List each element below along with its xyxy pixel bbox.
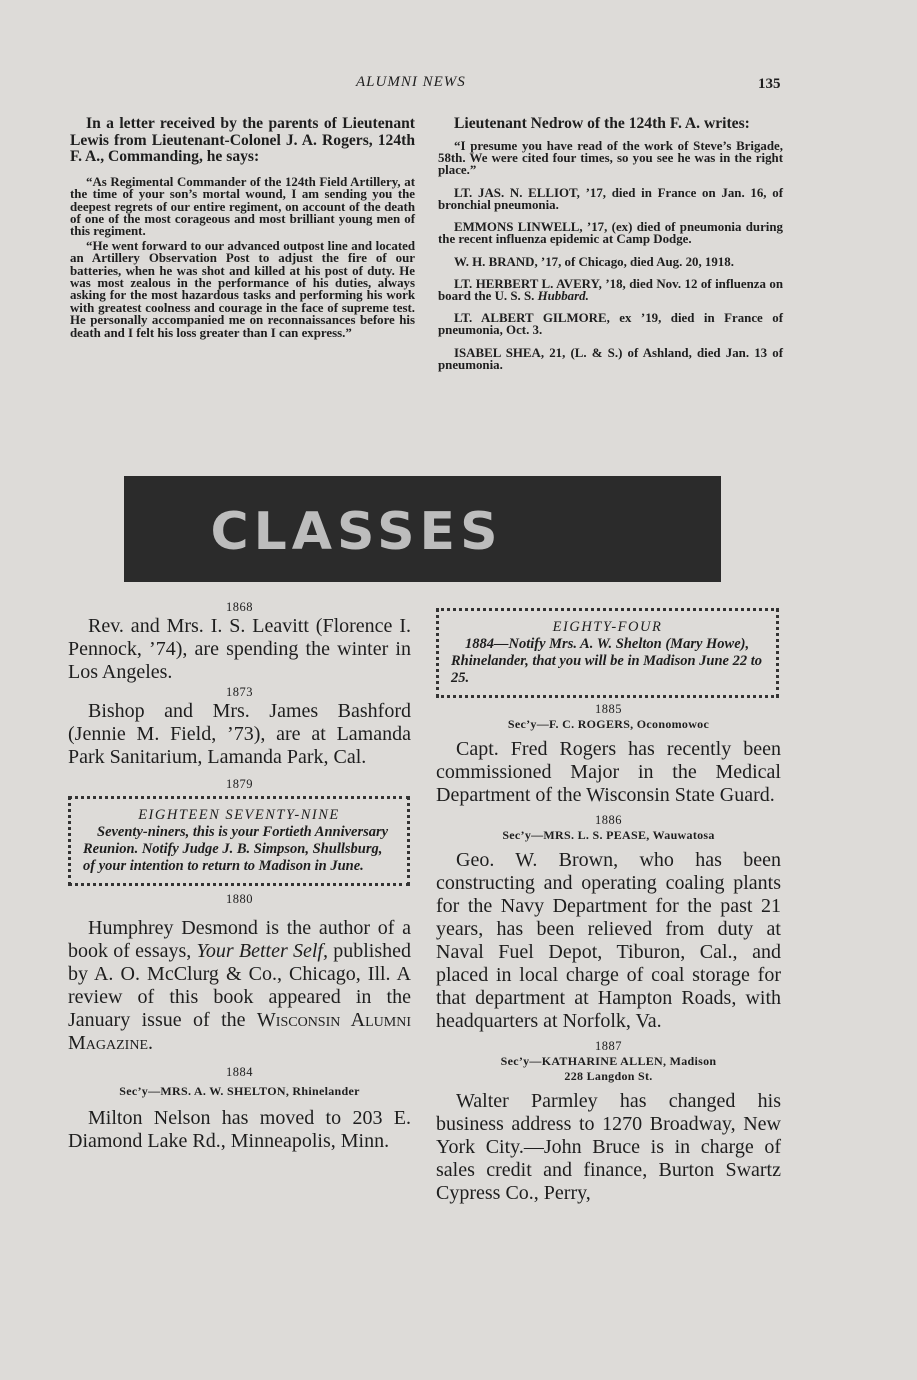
year-1884: 1884 [226,1065,253,1079]
page-number: 135 [758,76,781,92]
left-top-column [70,116,415,339]
year-1880: 1880 [226,892,253,906]
left-classes-column [68,600,411,1153]
ship-name: Hubbard. [537,289,589,304]
reunion-box-1879-title: EIGHTEEN SEVENTY-NINE [138,807,340,823]
running-head: ALUMNI NEWS [356,74,466,90]
note-1873: Bishop and Mrs. James Bashford (Jennie M. Field, ’73), are at Lamanda Park Sanitarium, Lamanda Park, Cal. [68,700,411,768]
nedrow-quote: “I presume you have read of the work of Steve’s Brigade, 58th. We were cited four times, so you see he was in the right place.” [438,138,783,178]
year-1886: 1886 [595,813,622,827]
classes-banner [124,476,721,582]
secretary-1884: Sec’y—MRS. A. W. SHELTON, Rhinelander [119,1084,360,1098]
nedrow-intro: Lieutenant Nedrow of the 124th F. A. writes: [454,115,750,132]
rogers-quote-1: “As Regimental Commander of the 124th Field Artillery, at the time of your son’s mortal wound, I am sending you the deepest regrets of our entire regiment, on account of the death of one of the most corageous and most brilliant young men of this regiment. [70,174,415,239]
right-classes-column [436,608,781,1205]
obituary-shea: ISABEL SHEA, 21, (L. & S.) of Ashland, died Jan. 13 of pneumonia. [438,345,783,372]
rogers-quote-2: “He went forward to our advanced outpost line and located an Artillery Observation Post to adjust the fire of our batteries, when he was shot and killed at his post of duty. He was most zealous in the performance of his duties, always asking for the most hazardous tasks and performing his work with greatest coolness and courage in the face of supreme test. He personally accompanied me on reconnaissances before his death and I felt his loss greater than I can express.” [70,238,415,340]
note-1884: Milton Nelson has moved to 203 E. Diamond Lake Rd., Minneapolis, Minn. [68,1107,411,1152]
year-1873: 1873 [226,685,253,699]
note-1886: Geo. W. Brown, who has been constructing and operating coaling plants for the Navy Department for the past 21 years, has been relieved from duty at Naval Fuel Depot, Tiburon, Cal., and placed in local charge of coal storage for that department at Hampton Roads, with headquarters at Norfolk, Va. [436,849,781,1032]
year-1887: 1887 [595,1039,622,1053]
obituary-avery: LT. HERBERT L. AVERY, ’18, died Nov. 12 of influenza on board the U. S. S. Hubbard. [438,276,783,304]
book-title: Your Better Self, [196,940,328,962]
magazine-name: Wisconsin Alumni Magazine. [68,1009,411,1054]
secretary-1886: Sec’y—MRS. L. S. PEASE, Wauwatosa [502,828,715,842]
secretary-1887-address: 228 Langdon St. [564,1069,653,1083]
note-1885: Capt. Fred Rogers has recently been commissioned Major in the Medical Department of the Wisconsin State Guard. [436,738,781,806]
obituary-elliot: LT. JAS. N. ELLIOT, ’17, died in France on Jan. 16, of bronchial pneumonia. [438,185,783,213]
lewis-letter-intro: In a letter received by the parents of Lieutenant Lewis from Lieutenant-Colonel J. A. Rogers, 124th F. A., Commanding, he says: [70,115,415,166]
reunion-box-1884-body: 1884—Notify Mrs. A. W. Shelton (Mary Howe), Rhinelander, that you will be in Madison June 22 to 25. [451,636,763,686]
secretary-1887: Sec’y—KATHARINE ALLEN, Madison [500,1054,717,1068]
year-1879: 1879 [226,777,253,791]
note-1880: Humphrey Desmond is the author of a book of essays, Your Better Self, published by A. O. McClurg & Co., Chicago, Ill. A review of this book appeared in the January issue of the Wisconsin Alumni Magazine. [68,917,412,1054]
year-1868: 1868 [226,600,253,614]
note-1868: Rev. and Mrs. I. S. Leavitt (Florence I. Pennock, ’74), are spending the winter in Los Angeles. [68,615,411,683]
secretary-1885: Sec’y—F. C. ROGERS, Oconomowoc [507,717,710,731]
obituary-brand: W. H. BRAND, ’17, of Chicago, died Aug. 20, 1918. [454,254,734,269]
right-top-column [438,116,783,371]
obituary-linwell: EMMONS LINWELL, ’17, (ex) died of pneumonia during the recent influenza epidemic at Camp Dodge. [438,220,783,247]
reunion-box-1884-title: EIGHTY-FOUR [552,619,663,635]
note-1887: Walter Parmley has changed his business address to 1270 Broadway, New York City.—John Bruce is in charge of sales credit and finance, Burton Swartz Cypress Co., Perry, [436,1090,781,1204]
reunion-box-1884 [436,608,779,698]
reunion-box-1879-body: Seventy-niners, this is your Fortieth Anniversary Reunion. Notify Judge J. B. Simpson, Shullsburg, of your intention to return to Madison in June. [83,824,389,874]
year-1885: 1885 [595,702,622,716]
classes-banner-title: CLASSES [210,502,503,562]
obituary-gilmore: LT. ALBERT GILMORE, ex ’19, died in France of pneumonia, Oct. 3. [438,311,783,338]
reunion-box-1879 [68,796,410,886]
